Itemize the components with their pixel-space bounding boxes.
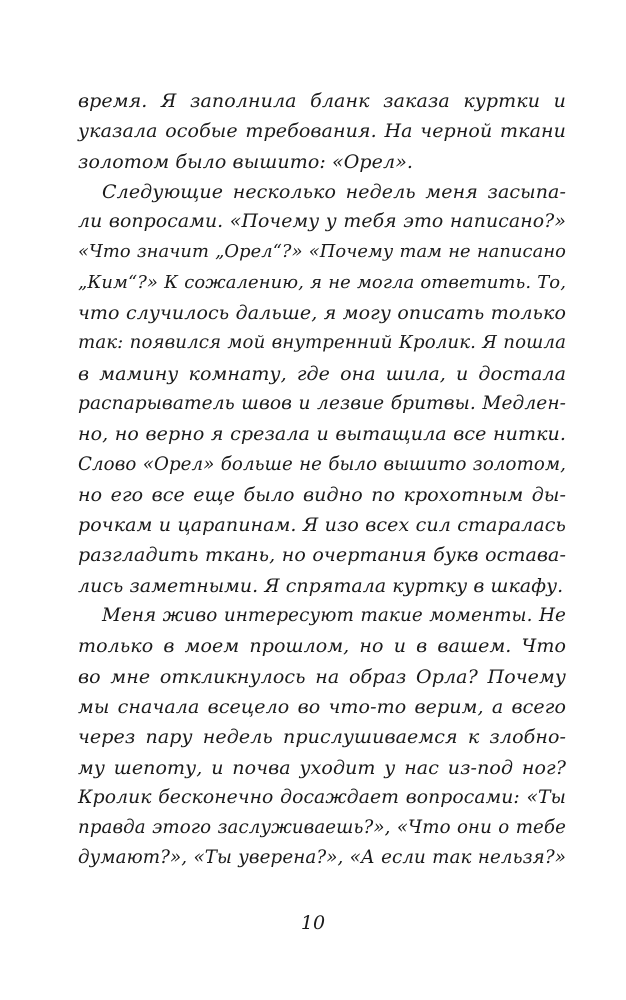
- text-line: время. Я заполнила бланк заказа куртки и: [78, 90, 566, 112]
- text-line: разгладить ткань, но очертания букв остава-: [78, 544, 566, 567]
- text-line: му шепоту, и почва уходит у нас из-под ног?: [78, 756, 566, 779]
- text-line: но, но верно я срезала и вытащила все нитки.: [78, 423, 566, 446]
- page-number: 10: [300, 912, 326, 934]
- text-line: только в моем прошлом, но и в вашем. Что: [78, 635, 566, 658]
- text-line: в мамину комнату, где она шила, и достала: [78, 362, 566, 385]
- text-line: Меня живо интересуют такие моменты. Не: [102, 605, 566, 627]
- text-line: через пару недель прислушиваемся к злобно-: [78, 726, 566, 749]
- text-line: «Что значит „Орел“?» «Почему там не написано: [78, 241, 566, 263]
- text-line: думают?», «Ты уверена?», «А если так нельзя?»: [78, 847, 566, 869]
- text-line: правда этого заслуживаешь?», «Что они о тебе: [78, 817, 566, 839]
- text-line: но его все еще было видно по крохотным ды-: [78, 483, 566, 506]
- text-line: „Ким“?» К сожалению, я не могла ответить. То,: [78, 271, 566, 293]
- text-line: Следующие несколько недель меня засыпа-: [102, 180, 566, 203]
- text-line: мы сначала всецело во что-то верим, а всего: [78, 695, 566, 718]
- text-line: рочкам и царапинам. Я изо всех сил старалась: [78, 514, 566, 537]
- text-line: распарыватель швов и лезвие бритвы. Медлен-: [78, 392, 566, 414]
- text-line: указала особые требования. На черной ткани: [78, 120, 566, 143]
- text-line: что случилось дальше, я могу описать только: [78, 302, 566, 325]
- text-line: ли вопросами. «Почему у тебя это написано?»: [78, 211, 566, 233]
- body-text: [78, 86, 566, 874]
- text-line: Кролик бесконечно досаждает вопросами: «Ты: [78, 786, 566, 808]
- text-line: так: появился мой внутренний Кролик. Я пошла: [78, 332, 566, 354]
- text-line: Слово «Орел» больше не было вышито золотом,: [78, 453, 566, 475]
- text-line: золотом было вышито: «Орел».: [78, 150, 414, 173]
- text-line: во мне откликнулось на образ Орла? Почему: [78, 665, 566, 688]
- text-line: лись заметными. Я спрятала куртку в шкафу.: [78, 574, 564, 597]
